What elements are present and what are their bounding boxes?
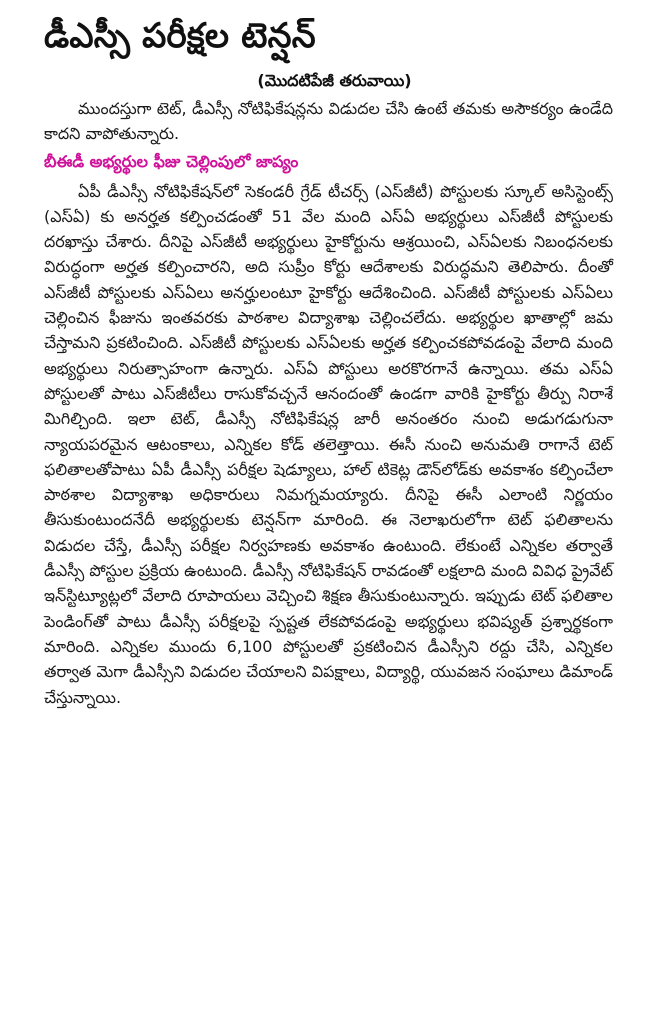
article-headline: డీఎస్సీ పరీక్షల టెన్షన్ [44,16,316,56]
continued-from-front-page-label: (మొదటిపేజీ తరువాయి) [257,71,412,90]
intro-paragraph: ముందస్తుగా టెట్, డీఎస్సీ నోటిఫికేషన్లను విడుదల చేసి ఉంటే తమకు అసౌకర్యం ఉండేది కాదని వాపోతున్నారు. [44,99,613,144]
body-paragraph: ఏపీ డీఎస్సీ నోటిఫికేషన్‌లో సెకండరీ గ్రేడ్ టీచర్స్ (ఎస్‌జీటీ) పోస్టులకు స్కూల్ అసిస్టెంట్స్ (ఎస్‌ఏ) కు అనర్హత కల్పించడంతో 51 వేల మంది ఎస్‌ఏ అభ్యర్థులు ఎస్‌జీటీ పోస్టులకు దరఖాస్తు చేశారు. దీనిపై ఎస్‌జీటీ అభ్యర్థులు హైకోర్టును ఆశ్రయించి, ఎస్‌ఏలకు నిబంధనలకు విరుద్ధంగా అర్హత కల్పించారని, అది సుప్రీం కోర్టు ఆదేశాలకు విరుద్ధమని తెలిపారు. దీంతో ఎస్‌జీటీ పోస్టులకు ఎస్‌ఏలు అనర్హులంటూ హైకోర్టు ఆదేశించింది. ఎస్‌జీటీ పోస్టులకు ఎస్‌ఏలు చెల్లించిన ఫీజును ఇంతవరకు పాఠశాల విద్యాశాఖ చెల్లించలేదు. అభ్యర్థుల ఖాతాల్లో జమ చేస్తామని ప్రకటించింది. ఎస్‌జీటీ పోస్టులకు ఎస్‌ఏలకు అర్హత కల్పించకపోవడంపై వేలాది మంది అభ్యర్థులు నిరుత్సాహంగా ఉన్నారు. ఎస్‌ఏ పోస్టులు అరకొరగానే ఉన్నాయి. తమ ఎస్‌ఏ పోస్టులతో పాటు ఎస్‌జీటీలు రాసుకోవచ్చనే ఆనందంతో ఉండగా వారికి హైకోర్టు తీర్పు నిరాశే మిగిల్చింది. ఇలా టెట్, డీఎస్సీ నోటిఫికేషన్ల జారీ అనంతరం నుంచి అడుగడుగునా న్యాయపరమైన ఆటంకాలు, ఎన్నికల కోడ్ తలెత్తాయి. ఈసీ నుంచి అనుమతి రాగానే టెట్ ఫలితాలతోపాటు ఏపీ డీఎస్సీ పరీక్షల షెడ్యూలు, హాల్ టికెట్ల డౌన్‌లోడ్‌కు అవకాశం కల్పించేలా పాఠశాల విద్యాశాఖ అధికారులు నిమగ్నమయ్యారు. దీనిపై ఈసీ ఎలాంటి నిర్ణయం తీసుకుంటుందనేదీ అభ్యర్థులకు టెన్షన్‌గా మారింది. ఈ నెలాఖరులోగా టెట్ ఫలితాలను విడుదల చేస్తే, డీఎస్సీ పరీక్షల నిర్వహణకు అవకాశం ఉంటుంది. లేకుంటే ఎన్నికల తర్వాతే డీఎస్సీ పోస్టుల ప్రక్రియ ఉంటుంది. డీఎస్సీ నోటిఫికేషన్ రావడంతో లక్షలాది మంది వివిధ ప్రైవేట్ ఇన్‌స్టిట్యూట్లలో వేలాది రూపాయలు వెచ్చించి శిక్షణ తీసుకుంటున్నారు. ఇప్పుడు టెట్ ఫలితాల పెండింగ్‌తో పాటు డీఎస్సీ పరీక్షలపై స్పష్టత లేకపోవడంపై అభ్యర్థులు భవిష్యత్ ప్రశ్నార్థకంగా మారింది. ఎన్నికల ముందు 6,100 పోస్టులతో ప్రకటించిన డీఎస్సీని రద్దు చేసి, ఎన్నికల తర్వాత మెగా డీఎస్సీని విడుదల చేయాలని విపక్షాలు, విద్యార్థి, యువజన సంఘాలు డిమాండ్ చేస్తున్నాయి. [44,181,613,707]
article-subheading: బీఈడీ అభ్యర్థుల ఫీజు చెల్లింపులో జాప్యం [44,151,299,171]
